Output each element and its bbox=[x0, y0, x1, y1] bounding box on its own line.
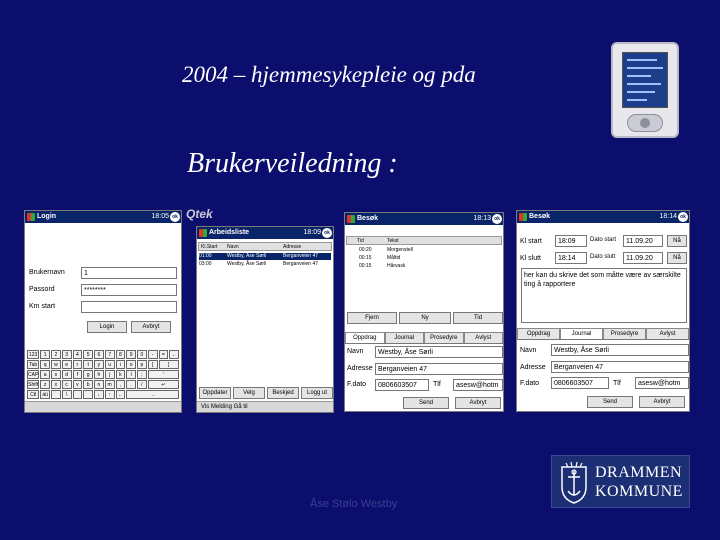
birthdate-label: F.dato bbox=[520, 380, 540, 387]
table-cell: 01:00 bbox=[199, 253, 212, 259]
visit-clock: 18:13 bbox=[473, 215, 491, 222]
table-cell: Morgenstell bbox=[387, 247, 413, 253]
keyboard-key[interactable]: 9 bbox=[126, 350, 136, 359]
table-cell: 03:00 bbox=[199, 261, 212, 267]
worklist-titlebar bbox=[197, 227, 333, 239]
end-time-label: Kl slutt bbox=[520, 255, 542, 262]
login-screen bbox=[24, 210, 182, 413]
login-clock: 18:05 bbox=[151, 213, 169, 220]
tab-journal[interactable]: Journal bbox=[560, 328, 603, 339]
keyboard-key[interactable]: z bbox=[40, 380, 50, 389]
visit-detail-clock: 18:14 bbox=[659, 213, 677, 220]
keyboard-key[interactable]: 3 bbox=[62, 350, 72, 359]
logout-button[interactable]: Logg ut bbox=[301, 387, 333, 399]
column-header: Kl.Start bbox=[201, 244, 218, 250]
close-icon[interactable]: ok bbox=[170, 212, 180, 222]
keyboard-key[interactable]: 0 bbox=[137, 350, 147, 359]
table-cell: 00:20 bbox=[359, 247, 372, 253]
keyboard-key[interactable]: 8 bbox=[116, 350, 126, 359]
keyboard-key[interactable]: = bbox=[159, 350, 169, 359]
tab-oppdrag[interactable]: Oppdrag bbox=[517, 328, 560, 339]
keyboard-key[interactable]: \ bbox=[62, 390, 72, 399]
drammen-kommune-logo bbox=[551, 455, 690, 508]
slide-subtitle: Brukerveiledning : bbox=[187, 148, 398, 179]
keyboard-key[interactable]: g bbox=[83, 370, 93, 379]
field-label: Km start bbox=[29, 303, 56, 310]
end-time-field[interactable]: 18:14 bbox=[555, 252, 587, 264]
visit-tabs bbox=[345, 332, 503, 344]
worklist-header bbox=[198, 242, 332, 251]
end-date-field[interactable]: 11.09.20 bbox=[623, 252, 663, 264]
start-date-label: Dato start bbox=[590, 237, 617, 243]
table-row[interactable] bbox=[199, 261, 331, 268]
keyboard-key[interactable]: ' bbox=[148, 370, 179, 379]
visit-titlebar bbox=[345, 213, 503, 225]
refresh-button[interactable]: Oppdater bbox=[199, 387, 231, 399]
keyboard-key[interactable]: i bbox=[116, 360, 126, 369]
city-crest-icon bbox=[560, 461, 588, 504]
table-row[interactable] bbox=[347, 255, 501, 262]
keyboard-key[interactable]: Ctl bbox=[27, 390, 39, 399]
keyboard-key[interactable]: Shift bbox=[28, 382, 39, 388]
name-label: Navn bbox=[347, 348, 364, 355]
address-field[interactable]: Berganveien 47 bbox=[375, 363, 503, 375]
keyboard-key[interactable]: s bbox=[51, 370, 61, 379]
field-label: Passord bbox=[29, 286, 55, 293]
keyboard-key[interactable]: k bbox=[116, 370, 126, 379]
cancel-button[interactable]: Avbryt bbox=[639, 396, 685, 408]
phone-field[interactable]: asesw@hotm bbox=[635, 377, 689, 389]
login-button[interactable]: Login bbox=[87, 321, 127, 333]
keyboard-key[interactable]: b bbox=[83, 380, 93, 389]
end-date-label: Dato slutt bbox=[590, 254, 616, 260]
keyboard-key[interactable]: f bbox=[73, 370, 83, 379]
birthdate-field[interactable]: 0806603507 bbox=[375, 379, 429, 391]
pda-device-screen bbox=[622, 52, 668, 108]
username-input[interactable]: 1 bbox=[81, 267, 177, 279]
keyboard-key[interactable]: a bbox=[40, 370, 50, 379]
remove-button[interactable]: Fjern bbox=[347, 312, 397, 324]
name-label: Navn bbox=[520, 347, 537, 354]
close-icon[interactable]: ok bbox=[678, 212, 688, 222]
start-time-field[interactable]: 18:09 bbox=[555, 235, 587, 247]
km-start-input[interactable] bbox=[81, 301, 177, 313]
keyboard-key[interactable]: 4 bbox=[73, 350, 83, 359]
slide-footer: Åse Stølo Westby bbox=[310, 498, 398, 510]
keyboard-key[interactable]: 6 bbox=[94, 350, 104, 359]
windows-start-icon[interactable] bbox=[199, 229, 207, 237]
report-textarea[interactable]: her kan du skrive det som måtte være av særskilte ting å rapportere bbox=[521, 268, 687, 323]
keyboard-key[interactable]: ; bbox=[137, 370, 147, 379]
keyboard-key[interactable]: / bbox=[137, 380, 147, 389]
now-start-button[interactable]: Nå bbox=[667, 235, 687, 247]
keyboard-key[interactable]: áü bbox=[40, 390, 50, 399]
tab-prosedyre[interactable]: Prosedyre bbox=[424, 332, 464, 343]
keyboard-key[interactable]: ← bbox=[116, 390, 126, 399]
keyboard-key[interactable]: d bbox=[62, 370, 72, 379]
new-button[interactable]: Ny bbox=[399, 312, 451, 324]
keyboard-key[interactable]: ↑ bbox=[105, 390, 115, 399]
pda-device-photo bbox=[611, 42, 679, 138]
tab-prosedyre[interactable]: Prosedyre bbox=[603, 328, 646, 339]
address-label: Adresse bbox=[347, 365, 373, 372]
phone-field[interactable]: asesw@hotm bbox=[453, 379, 503, 391]
table-cell: Måltid bbox=[387, 255, 401, 261]
keyboard-key[interactable]: . bbox=[126, 380, 136, 389]
keyboard-key[interactable]: l bbox=[126, 370, 136, 379]
keyboard-key[interactable]: q bbox=[40, 360, 50, 369]
keyboard-key[interactable]: e bbox=[62, 360, 72, 369]
keyboard-key[interactable]: 1 bbox=[40, 350, 50, 359]
password-input[interactable]: ******** bbox=[81, 284, 177, 296]
logo-line-1: DRAMMEN bbox=[595, 464, 683, 481]
table-cell: 00:15 bbox=[359, 255, 372, 261]
column-header: Navn bbox=[227, 244, 239, 250]
send-button[interactable]: Send bbox=[403, 397, 449, 409]
column-header: Tekst bbox=[387, 238, 399, 244]
keyboard-key[interactable]: 5 bbox=[83, 350, 93, 359]
column-header: Tid bbox=[357, 238, 364, 244]
keyboard-key[interactable]: r bbox=[73, 360, 83, 369]
worklist-clock: 18:09 bbox=[303, 229, 321, 236]
table-cell: 00:15 bbox=[359, 263, 372, 269]
name-field[interactable]: Westby, Åse Sørli bbox=[551, 344, 689, 356]
visit-title: Besøk bbox=[357, 215, 379, 222]
cancel-button[interactable]: Avbryt bbox=[455, 397, 501, 409]
keyboard-key[interactable]: ↓ bbox=[94, 390, 104, 399]
keyboard-key[interactable]: u bbox=[105, 360, 115, 369]
close-icon[interactable]: ok bbox=[322, 228, 332, 238]
keyboard-key[interactable]: [ bbox=[148, 360, 158, 369]
address-label: Adresse bbox=[520, 364, 546, 371]
table-cell: Westby, Åse Sørli bbox=[227, 253, 267, 259]
keyboard-key[interactable] bbox=[83, 390, 93, 399]
worklist-screen bbox=[196, 226, 334, 413]
cancel-button[interactable]: Avbryt bbox=[131, 321, 171, 333]
task-list-header bbox=[346, 236, 502, 245]
table-cell: Berganveien 47 bbox=[283, 261, 319, 267]
keyboard-key[interactable]: j bbox=[105, 370, 115, 379]
time-button[interactable]: Tid bbox=[453, 312, 503, 324]
keyboard-key[interactable]: m bbox=[105, 380, 115, 389]
keyboard-key[interactable]: t bbox=[83, 360, 93, 369]
tab-oppdrag[interactable]: Oppdrag bbox=[345, 332, 385, 343]
name-field[interactable]: Westby, Åse Sørli bbox=[375, 346, 503, 358]
tab-avlyst[interactable]: Avlyst bbox=[646, 328, 689, 339]
windows-start-icon[interactable] bbox=[347, 215, 355, 223]
worklist-title: Arbeidsliste bbox=[209, 229, 250, 236]
keyboard-key[interactable]: ← bbox=[169, 350, 179, 359]
visit-detail-titlebar bbox=[517, 211, 689, 223]
keyboard-key[interactable]: , bbox=[116, 380, 126, 389]
start-date-field[interactable]: 11.09.20 bbox=[623, 235, 663, 247]
device-brand: Qtek bbox=[186, 207, 213, 221]
visit-detail-title: Besøk bbox=[529, 213, 551, 220]
keyboard-key[interactable]: 7 bbox=[105, 350, 115, 359]
keyboard-key[interactable]: → bbox=[126, 390, 179, 399]
logo-line-2: KOMMUNE bbox=[595, 483, 683, 500]
keyboard-key[interactable]: Tab bbox=[27, 360, 39, 369]
keyboard-key[interactable]: ] bbox=[159, 360, 179, 369]
address-field[interactable]: Berganveien 47 bbox=[551, 361, 689, 373]
keyboard-key[interactable]: - bbox=[148, 350, 158, 359]
keyboard-key[interactable]: y bbox=[94, 360, 104, 369]
table-cell: Hårvask bbox=[387, 263, 406, 269]
login-menubar bbox=[25, 401, 181, 412]
keyboard-key[interactable]: 2 bbox=[51, 350, 61, 359]
keyboard-key[interactable]: o bbox=[126, 360, 136, 369]
slide-title: 2004 – hjemmesykepleie og pda bbox=[182, 62, 476, 87]
worklist-menubar[interactable]: Vis Melding Gå til bbox=[197, 401, 333, 412]
login-titlebar bbox=[25, 211, 181, 223]
now-end-button[interactable]: Nå bbox=[667, 252, 687, 264]
phone-label: Tlf bbox=[613, 380, 621, 387]
tab-avlyst[interactable]: Avlyst bbox=[464, 332, 504, 343]
visit-detail-tabs bbox=[517, 328, 689, 340]
keyboard-key[interactable]: h bbox=[94, 370, 104, 379]
keyboard-key[interactable]: n bbox=[94, 380, 104, 389]
table-cell: Westby, Åse Sørli bbox=[227, 261, 267, 267]
keyboard-key[interactable] bbox=[73, 390, 83, 399]
send-button[interactable]: Send bbox=[587, 396, 633, 408]
table-row[interactable] bbox=[347, 263, 501, 270]
soft-keyboard[interactable] bbox=[27, 350, 179, 399]
table-cell: Berganveien 47 bbox=[283, 253, 319, 259]
visit-screen bbox=[344, 212, 504, 412]
birthdate-label: F.dato bbox=[347, 381, 367, 388]
table-row[interactable] bbox=[347, 247, 501, 254]
keyboard-key[interactable]: ` bbox=[51, 390, 61, 399]
windows-start-icon[interactable] bbox=[27, 213, 35, 221]
tab-journal[interactable]: Journal bbox=[385, 332, 425, 343]
keyboard-key[interactable]: CAP bbox=[28, 372, 39, 378]
keyboard-key[interactable]: v bbox=[73, 380, 83, 389]
phone-label: Tlf bbox=[433, 381, 441, 388]
keyboard-key[interactable]: 123 bbox=[28, 352, 38, 358]
table-row[interactable] bbox=[199, 253, 331, 260]
windows-start-icon[interactable] bbox=[519, 213, 527, 221]
message-button[interactable]: Beskjed bbox=[267, 387, 299, 399]
select-button[interactable]: Velg bbox=[233, 387, 265, 399]
pda-device-dpad bbox=[640, 118, 650, 128]
keyboard-key[interactable]: ↵ bbox=[148, 380, 179, 389]
start-time-label: Kl start bbox=[520, 238, 542, 245]
keyboard-key[interactable]: x bbox=[51, 380, 61, 389]
keyboard-key[interactable]: w bbox=[51, 360, 61, 369]
visit-detail-screen bbox=[516, 210, 690, 412]
login-title: Login bbox=[37, 213, 57, 220]
column-header: Adresse bbox=[283, 244, 302, 250]
keyboard-key[interactable]: c bbox=[62, 380, 72, 389]
close-icon[interactable]: ok bbox=[492, 214, 502, 224]
keyboard-key[interactable]: p bbox=[137, 360, 147, 369]
birthdate-field[interactable]: 0806603507 bbox=[551, 377, 609, 389]
field-label: Brukernavn bbox=[29, 269, 65, 276]
